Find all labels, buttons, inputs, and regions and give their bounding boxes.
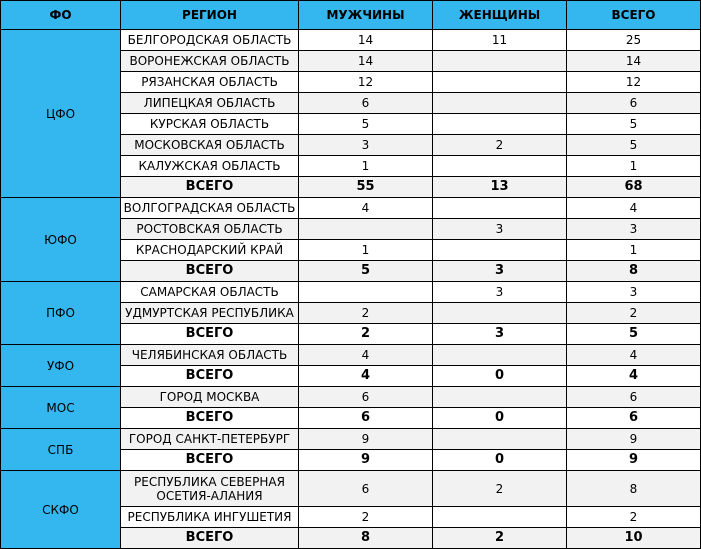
men-cell: 14 (299, 30, 433, 51)
women-cell (433, 303, 567, 324)
total-cell: 3 (567, 219, 701, 240)
women-total-cell: 2 (433, 528, 567, 549)
region-cell: САМАРСКАЯ ОБЛАСТЬ (121, 282, 299, 303)
fo-cell: ЦФО (1, 30, 121, 198)
region-cell: КРАСНОДАРСКИЙ КРАЙ (121, 240, 299, 261)
men-cell: 2 (299, 507, 433, 528)
total-label-cell: ВСЕГО (121, 177, 299, 198)
women-cell (433, 114, 567, 135)
table-row (1, 198, 701, 219)
total-cell: 4 (567, 345, 701, 366)
header-women: ЖЕНЩИНЫ (433, 1, 567, 30)
total-cell: 6 (567, 387, 701, 408)
men-cell: 1 (299, 156, 433, 177)
fo-cell: ЮФО (1, 198, 121, 282)
table-row (1, 345, 701, 366)
women-total-cell: 3 (433, 261, 567, 282)
grand-total-cell: 8 (567, 261, 701, 282)
men-cell: 4 (299, 198, 433, 219)
table-row (1, 471, 701, 507)
region-cell: ГОРОД САНКТ-ПЕТЕРБУРГ (121, 429, 299, 450)
men-total-cell: 4 (299, 366, 433, 387)
men-total-cell: 9 (299, 450, 433, 471)
fo-cell: ПФО (1, 282, 121, 345)
fo-cell: СКФО (1, 471, 121, 549)
men-cell: 6 (299, 387, 433, 408)
women-cell (433, 345, 567, 366)
men-cell (299, 219, 433, 240)
region-cell: УДМУРТСКАЯ РЕСПУБЛИКА (121, 303, 299, 324)
men-total-cell: 2 (299, 324, 433, 345)
grand-total-cell: 10 (567, 528, 701, 549)
women-cell: 2 (433, 135, 567, 156)
grand-total-cell: 9 (567, 450, 701, 471)
region-cell: ЧЕЛЯБИНСКАЯ ОБЛАСТЬ (121, 345, 299, 366)
total-cell: 3 (567, 282, 701, 303)
total-cell: 4 (567, 198, 701, 219)
women-total-cell: 0 (433, 450, 567, 471)
total-cell: 9 (567, 429, 701, 450)
header-row (1, 1, 701, 30)
table-row (1, 429, 701, 450)
region-cell: РЕСПУБЛИКА ИНГУШЕТИЯ (121, 507, 299, 528)
total-label-cell: ВСЕГО (121, 261, 299, 282)
men-total-cell: 8 (299, 528, 433, 549)
women-cell (433, 240, 567, 261)
total-label-cell: ВСЕГО (121, 450, 299, 471)
header-region: РЕГИОН (121, 1, 299, 30)
men-cell: 3 (299, 135, 433, 156)
total-cell: 8 (567, 471, 701, 507)
total-cell: 2 (567, 507, 701, 528)
total-cell: 6 (567, 93, 701, 114)
grand-total-cell: 4 (567, 366, 701, 387)
women-cell: 3 (433, 219, 567, 240)
men-cell: 9 (299, 429, 433, 450)
women-cell (433, 429, 567, 450)
men-total-cell: 6 (299, 408, 433, 429)
region-cell: РЯЗАНСКАЯ ОБЛАСТЬ (121, 72, 299, 93)
total-cell: 25 (567, 30, 701, 51)
table-body (1, 30, 701, 549)
region-cell: ГОРОД МОСКВА (121, 387, 299, 408)
total-cell: 12 (567, 72, 701, 93)
region-cell: РОСТОВСКАЯ ОБЛАСТЬ (121, 219, 299, 240)
fo-cell: МОС (1, 387, 121, 429)
total-cell: 5 (567, 135, 701, 156)
grand-total-cell: 5 (567, 324, 701, 345)
total-label-cell: ВСЕГО (121, 366, 299, 387)
region-cell: КАЛУЖСКАЯ ОБЛАСТЬ (121, 156, 299, 177)
men-cell: 1 (299, 240, 433, 261)
table-row (1, 282, 701, 303)
total-label-cell: ВСЕГО (121, 324, 299, 345)
total-cell: 5 (567, 114, 701, 135)
women-cell (433, 51, 567, 72)
women-total-cell: 13 (433, 177, 567, 198)
women-cell (433, 156, 567, 177)
men-cell: 5 (299, 114, 433, 135)
region-cell: РЕСПУБЛИКА СЕВЕРНАЯ ОСЕТИЯ-АЛАНИЯ (121, 471, 299, 507)
fo-cell: СПБ (1, 429, 121, 471)
grand-total-cell: 68 (567, 177, 701, 198)
women-cell (433, 72, 567, 93)
total-cell: 14 (567, 51, 701, 72)
total-cell: 1 (567, 156, 701, 177)
women-total-cell: 0 (433, 366, 567, 387)
table-row (1, 387, 701, 408)
men-cell: 12 (299, 72, 433, 93)
header-men: МУЖЧИНЫ (299, 1, 433, 30)
men-cell: 2 (299, 303, 433, 324)
women-total-cell: 3 (433, 324, 567, 345)
men-cell (299, 282, 433, 303)
total-cell: 2 (567, 303, 701, 324)
women-cell (433, 93, 567, 114)
grand-total-cell: 6 (567, 408, 701, 429)
header-fo: ФО (1, 1, 121, 30)
women-cell (433, 198, 567, 219)
men-total-cell: 5 (299, 261, 433, 282)
header-total: ВСЕГО (567, 1, 701, 30)
women-cell (433, 507, 567, 528)
men-total-cell: 55 (299, 177, 433, 198)
women-cell: 11 (433, 30, 567, 51)
total-label-cell: ВСЕГО (121, 528, 299, 549)
men-cell: 4 (299, 345, 433, 366)
table-row (1, 30, 701, 51)
total-cell: 1 (567, 240, 701, 261)
region-cell: КУРСКАЯ ОБЛАСТЬ (121, 114, 299, 135)
men-cell: 6 (299, 93, 433, 114)
region-cell: МОСКОВСКАЯ ОБЛАСТЬ (121, 135, 299, 156)
fo-cell: УФО (1, 345, 121, 387)
total-label-cell: ВСЕГО (121, 408, 299, 429)
women-cell: 3 (433, 282, 567, 303)
women-cell (433, 387, 567, 408)
region-cell: БЕЛГОРОДСКАЯ ОБЛАСТЬ (121, 30, 299, 51)
women-cell: 2 (433, 471, 567, 507)
men-cell: 14 (299, 51, 433, 72)
women-total-cell: 0 (433, 408, 567, 429)
region-cell: ЛИПЕЦКАЯ ОБЛАСТЬ (121, 93, 299, 114)
men-cell: 6 (299, 471, 433, 507)
region-cell: ВОРОНЕЖСКАЯ ОБЛАСТЬ (121, 51, 299, 72)
region-cell: ВОЛГОГРАДСКАЯ ОБЛАСТЬ (121, 198, 299, 219)
